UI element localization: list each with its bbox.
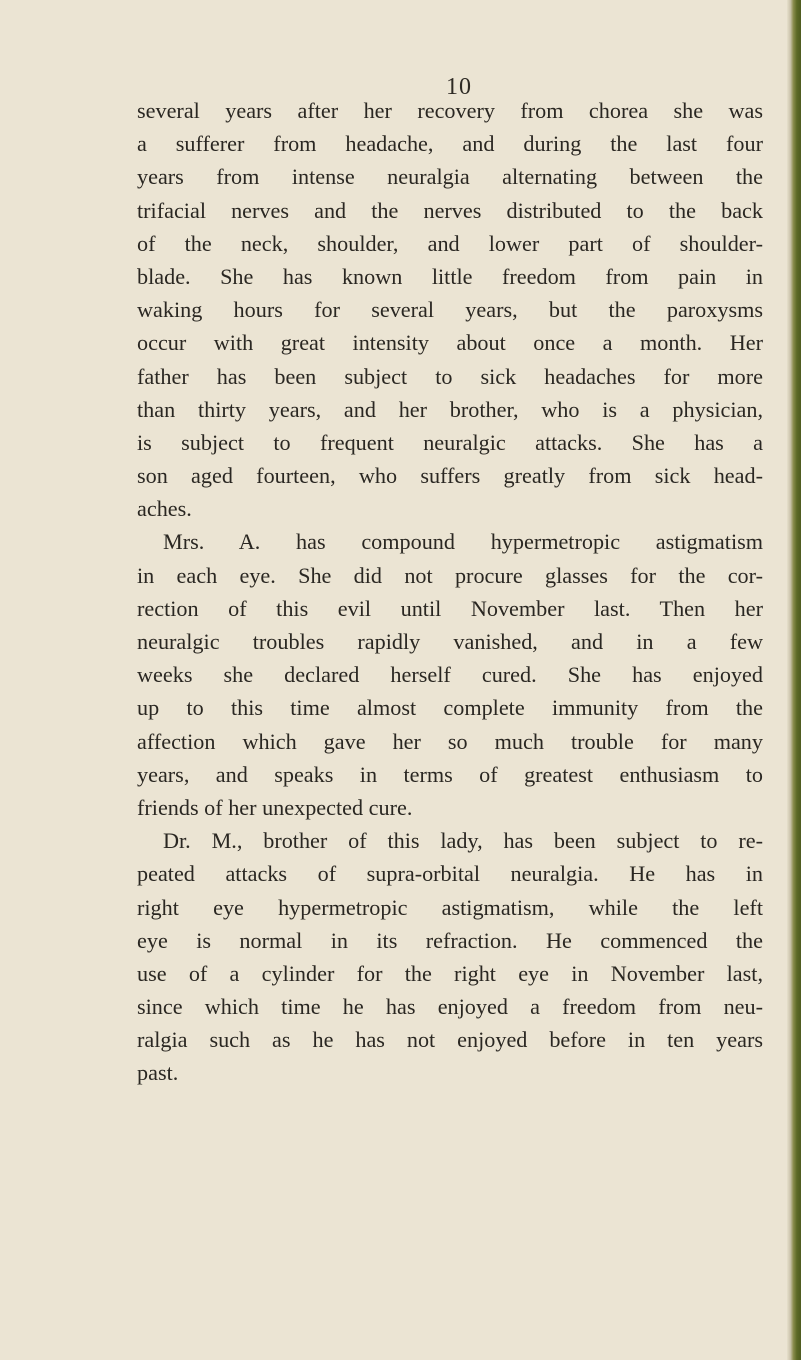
text-line: father has been subject to sick headaches for more [137,363,763,389]
page-edge-shadow [787,0,801,1360]
text-line: Mrs. A. has compound hypermetropic astigmatism [163,529,763,555]
text-line: in each eye. She did not procure glasses for the cor- [137,562,763,588]
text-line: right eye hypermetropic astigmatism, while the left [137,894,763,920]
text-line: years from intense neuralgia alternating between the [137,164,763,190]
page-number: 10 [446,74,472,100]
text-line: rection of this evil until November last. Then her [137,595,763,621]
body-text [137,94,763,1090]
text-line: past. [137,1060,179,1086]
text-line: affection which gave her so much trouble for many [137,728,763,754]
text-line: eye is normal in its refraction. He commenced the [137,927,763,953]
text-line: Dr. M., brother of this lady, has been subject to re- [163,828,763,854]
text-line: waking hours for several years, but the paroxysms [137,297,763,323]
text-line: son aged fourteen, who suffers greatly from sick head- [137,463,763,489]
text-line: since which time he has enjoyed a freedom from neu- [137,994,763,1020]
text-line: several years after her recovery from chorea she was [137,98,763,123]
text-line: of the neck, shoulder, and lower part of shoulder- [137,230,763,256]
text-line: neuralgic troubles rapidly vanished, and in a few [137,629,763,654]
text-line: is subject to frequent neuralgic attacks. She has a [137,429,763,455]
text-line: than thirty years, and her brother, who is a physician, [137,396,763,422]
text-line: ralgia such as he has not enjoyed before in ten years [137,1027,763,1053]
text-line: blade. She has known little freedom from pain in [137,263,763,289]
text-line: peated attacks of supra-orbital neuralgia. He has in [137,861,763,887]
text-line: a sufferer from headache, and during the last four [137,131,763,157]
text-line: use of a cylinder for the right eye in November last, [137,960,763,986]
text-line: up to this time almost complete immunity from the [137,695,763,721]
text-line: occur with great intensity about once a month. Her [137,330,763,356]
text-line: friends of her unexpected cure. [137,794,413,820]
text-line: trifacial nerves and the nerves distributed to the back [137,197,763,223]
text-line: aches. [137,496,192,522]
text-line: years, and speaks in terms of greatest enthusiasm to [137,761,763,787]
text-line: weeks she declared herself cured. She has enjoyed [137,662,763,688]
